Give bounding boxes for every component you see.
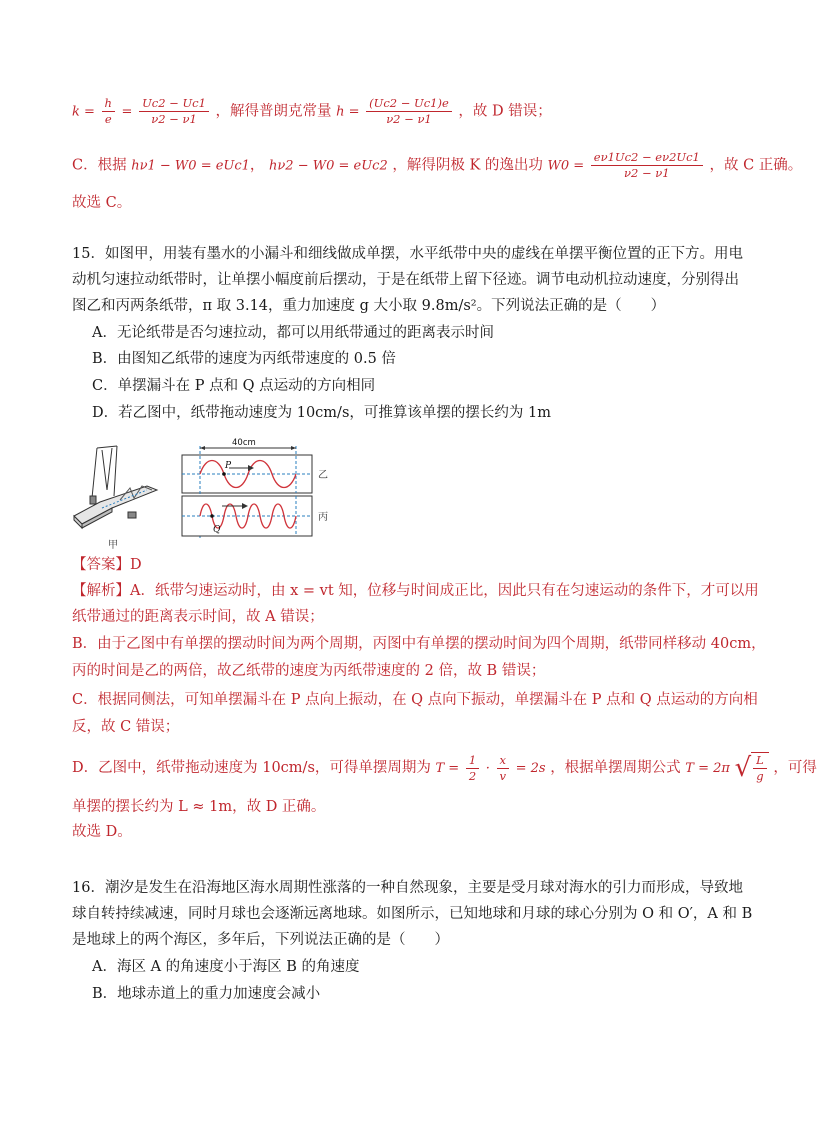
svg-text:乙: 乙 (318, 470, 328, 481)
svg-text:40cm: 40cm (232, 438, 256, 448)
q15-exp-c-1: C．根据同侧法，可知单摆漏斗在 P 点向上振动，在 Q 点向下振动，单摆漏斗在 P 点和 Q 点运动的方向相 (72, 692, 758, 708)
q15-stem-1: 15．如图甲，用装有墨水的小漏斗和细线做成单摆，水平纸带中央的虚线在单摆平衡位置的正下方。用电 (72, 246, 743, 262)
q15-option-a: A．无论纸带是否匀速拉动，都可以用纸带通过的距离表示时间 (92, 325, 494, 341)
q15-option-b: B．由图知乙纸带的速度为丙纸带速度的 0.5 倍 (92, 351, 396, 367)
q15-stem-3: 图乙和丙两条纸带，π 取 3.14，重力加速度 g 大小取 9.8m/s²。下列说法正确的是（ ） (72, 298, 666, 314)
q15-exp-b-2: 丙的时间是乙的两倍，故乙纸带的速度为丙纸带速度的 2 倍，故 B 错误； (72, 663, 546, 679)
fraction-W0: $\frac{e\nu 1Uc2 - e\nu 2Uc1}{\nu 2 - \nu 1}$ (591, 150, 703, 181)
svg-text:P: P (225, 461, 232, 471)
tape-bing (182, 496, 312, 536)
q16-stem-2: 球自转持续减速，同时月球也会逐渐远离地球。如图所示，已知地球和月球的球心分别为 O 和 O′，A 和 B (72, 906, 753, 922)
q16-option-b: B．地球赤道上的重力加速度会减小 (92, 986, 321, 1002)
q15-final: 故选 D。 (72, 824, 132, 840)
q15-option-d: D．若乙图中，纸带拖动速度为 10cm/s，可推算该单摆的摆长约为 1m (92, 405, 551, 421)
q15-option-c: C．单摆漏斗在 P 点和 Q 点运动的方向相同 (92, 378, 376, 394)
sqrt-L-over-g: √ $\frac{L}{g}$ (735, 752, 769, 784)
fraction-h: $\frac{(Uc2 - Uc1)e}{\nu 2 - \nu 1}$ (366, 96, 452, 127)
fraction-half: $\frac{1}{2}$ (466, 753, 479, 784)
q15-stem-2: 动机匀速拉动纸带时，让单摆小幅度前后摆动，于是在纸带上留下径迹。调节电动机拉动速度，分别得出 (72, 272, 739, 288)
pendulum-apparatus-drawing (74, 446, 157, 528)
fig-label-jia: 甲 (108, 540, 118, 551)
q15-exp-a-2: 纸带通过的距离表示时间，故 A 错误； (72, 609, 324, 625)
prev-line-1: k = $\frac{h}{e}$ = $\frac{Uc2 - Uc1}{\nu 2 - \nu 1}$ ，解得普朗克常量 h = $\frac{(Uc2 - Uc1)e}{\nu 2 - \nu 1}$ ，故 D 错误； (72, 96, 552, 126)
q16-stem-1: 16．潮汐是发生在沿海地区海水周期性涨落的一种自然现象，主要是受月球对海水的引力而形成，导致地 (72, 880, 743, 896)
q16-stem-3: 是地球上的两个海区，多年后，下列说法正确的是（ ） (72, 932, 449, 948)
q16-option-a: A．海区 A 的角速度小于海区 B 的角速度 (92, 959, 360, 975)
prev-final: 故选 C。 (72, 195, 132, 211)
svg-text:Q: Q (213, 525, 221, 535)
prev-line-2: C．根据 hν1 − W0 = eUc1， hν2 − W0 = eUc2 ，解得阴极 K 的逸出功 W0 = $\frac{e\nu 1Uc2 - e\nu 2Uc1}{\nu 2 - \nu 1}$ ，故 C 正确。 (72, 150, 803, 180)
fraction-h-over-e: $\frac{h}{e}$ (102, 96, 115, 127)
q15-exp-a-1: 【解析】A．纸带匀速运动时，由 x = vt 知，位移与时间成正比，因此只有在匀速运动的条件下，才可以用 (72, 583, 759, 599)
q15-answer: 【答案】D (72, 557, 142, 573)
q15-exp-d-1: D．乙图中，纸带拖动速度为 10cm/s，可得单摆周期为 T = $\frac{1}{2}$ · $\frac{x}{v}$ = 2s ，根据单摆周期公式 T = 2π √ $\frac{L}{g}$ ，可得 (72, 752, 817, 783)
svg-text:丙: 丙 (318, 512, 328, 523)
fraction-k: $\frac{Uc2 - Uc1}{\nu 2 - \nu 1}$ (139, 96, 209, 127)
q15-exp-c-2: 反，故 C 错误； (72, 719, 180, 735)
pendulum-tape-figure (72, 438, 337, 553)
q15-exp-d-2: 单摆的摆长约为 L ≈ 1m，故 D 正确。 (72, 799, 326, 815)
fraction-x-over-v: $\frac{x}{v}$ (497, 753, 510, 784)
q15-exp-b-1: B．由于乙图中有单摆的摆动时间为两个周期，丙图中有单摆的摆动时间为四个周期，纸带同样移动 40cm， (72, 636, 766, 652)
